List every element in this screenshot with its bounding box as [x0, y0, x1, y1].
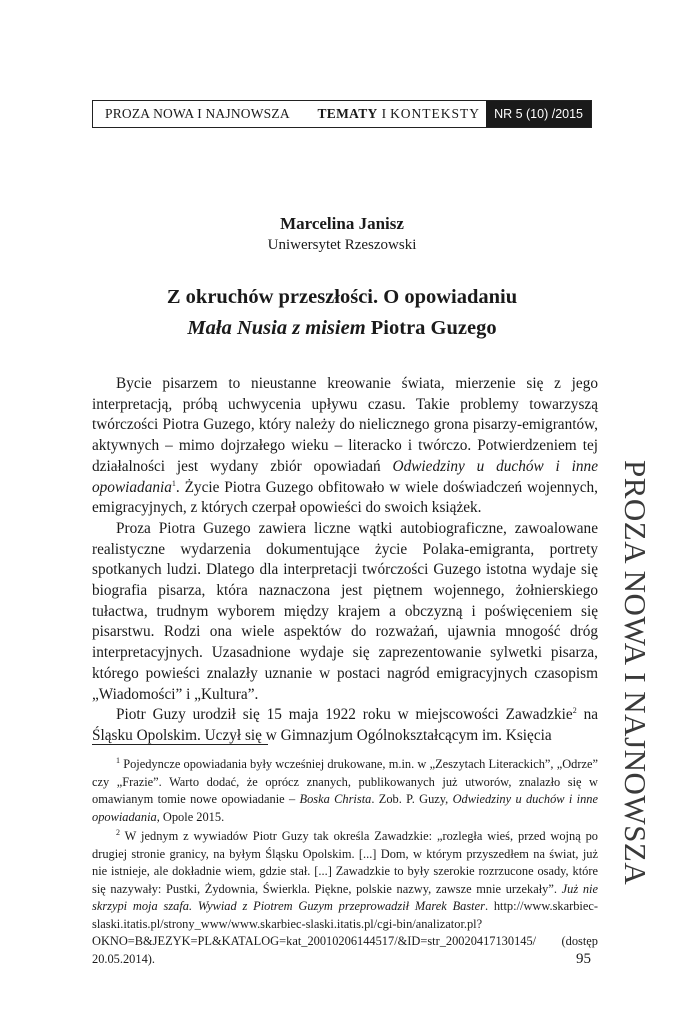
header-separator: I	[381, 106, 387, 121]
paragraph-3	[92, 705, 598, 746]
author-block	[92, 213, 592, 255]
header-tematy: TEMATY	[317, 106, 378, 121]
paragraph-1	[92, 374, 598, 519]
footnote-2-italic: Już nie skrzypi moja szafa. Wywiad z Piotrem Guzym przeprowadził Marek Baster	[92, 881, 598, 913]
footnote-2-link-text[interactable]: . http://www.skarbiec-slaski.itatis.pl/strony_www/www.skarbiec-slaski.itatis.pl/cgi-bin/analizator.pl?OKNO=B&JEZYK=PL&KATALOG=kat_20010206144517/&ID=str_20020417130145/ (dostęp 20.05.2014).	[92, 899, 598, 966]
header-konteksty: KONTEKSTY	[390, 106, 481, 121]
footnote-2	[92, 828, 598, 968]
side-title: PROZA NOWA I NAJNOWSZA	[618, 460, 653, 886]
issue-badge: NR 5 (10) /2015	[486, 101, 591, 127]
footnote-1	[92, 756, 598, 826]
footnote-ref-1[interactable]: 1	[171, 478, 176, 488]
footnote-1-italic-1: Boska Christa	[299, 792, 372, 806]
paragraph-2: Proza Piotra Guzego zawiera liczne wątki autobiograficzne, zawoalowane realistyczne wydarzenia dokumentujące życie Polaka-emigranta, portrety spotkanych ludzi. Dlatego dla interpretacji twórczości Guzego istotna wydaje się biografia pisarza, która naznaczona jest piętnem wojennego, żołnierskiego tułactwa, trudnym wyborem między krajem a obczyzną i poświęceniem się pisarstwu. Rodzi ona wiele aspektów do rozważań, ujawnia mnogość dróg interpretacyjnych. Uzasadnione wydaje się zaprezentowanie sylwetki pisarza, którego powieści znalazły uznanie w postaci nagród emigracyjnych czasopism „Wiadomości” i „Kultura”.	[92, 519, 598, 703]
footnote-1-text-a: Pojedyncze opowiadania były wcześniej drukowane, m.in. w „Zeszytach Literackich”, „Odrze” czy „Frazie”. Warto dodać, że oprócz znanych, publikowanych już utworów, znalazło się w omawianym tomie nowe opowiadanie –	[92, 757, 598, 806]
side-title-container	[610, 418, 660, 928]
footnote-1-text-b: . Zob. P. Guzy,	[371, 792, 453, 806]
p1-text-b: . Życie Piotra Guzego obfitowało w wiele doświadczeń wojennych, emigracyjnych, z których czerpał opowieści do swoich książek.	[92, 478, 598, 517]
p3-text-a: Piotr Guzy urodził się 15 maja 1922 roku w miejscowości Zawadzkie	[116, 706, 573, 724]
footnote-1-italic-2: Odwiedziny u duchów i inne opowiadania	[92, 792, 598, 824]
footnote-ref-2[interactable]: 2	[572, 706, 577, 716]
footnotes	[92, 756, 598, 970]
footnote-1-number: 1	[116, 755, 120, 765]
footnote-1-text-c: , Opole 2015.	[156, 809, 225, 824]
footnote-2-text-a: W jednym z wywiadów Piotr Guzy tak określa Zawadzkie: „rozległa wieś, przed wojną po drugiej stronie granicy, na byłym Śląsku Opolskim. [...] Dom, w którym przyszedłem na świat, już nie istnieje, ale dokładnie wiem, gdzie stał. [...] Zawadzkie to były szerokie rozrzucone osady, które się nazywały: Pustki, Żydownia, Świerkla. Piękne, polskie nazwy, zawsze mnie urzekały”.	[92, 829, 598, 896]
title-italic: Mała Nusia z misiem	[187, 317, 366, 339]
title-line-2	[92, 313, 592, 344]
p3-text-b: na Śląsku Opolskim. Uczył się w Gimnazjum Ogólnokształcącym im. Księcia	[92, 706, 599, 744]
footnote-2-number: 2	[116, 827, 120, 837]
p1-italic: Odwiedziny u duchów i inne opowiadania	[92, 457, 598, 496]
journal-section-title: PROZA NOWA I NAJNOWSZA	[105, 106, 290, 121]
article-body	[92, 374, 598, 747]
article-title	[92, 282, 592, 344]
running-header	[92, 100, 592, 128]
p1-text-a: Bycie pisarzem to nieustanne kreowanie świata, mierzenie się z jego interpretacją, próbą uchwycenia upływu czasu. Takie problemy towarzyszą twórczości Piotra Guzego, który należy do nielicznego grona pisarzy-emigrantów, aktywnych – mimo dojrzałego wieku – literacko i twórczo. Potwierdzeniem tej działalności jest wydany zbiór opowiadań	[92, 375, 598, 475]
author-affiliation: Uniwersytet Rzeszowski	[267, 237, 417, 253]
page-number: 95	[576, 951, 591, 967]
footnote-divider	[92, 744, 268, 745]
title-line-1: Z okruchów przeszłości. O opowiadaniu	[166, 286, 518, 308]
header-right-group	[318, 101, 592, 127]
title-rest: Piotra Guzego	[365, 317, 497, 339]
author-name: Marcelina Janisz	[280, 214, 404, 233]
